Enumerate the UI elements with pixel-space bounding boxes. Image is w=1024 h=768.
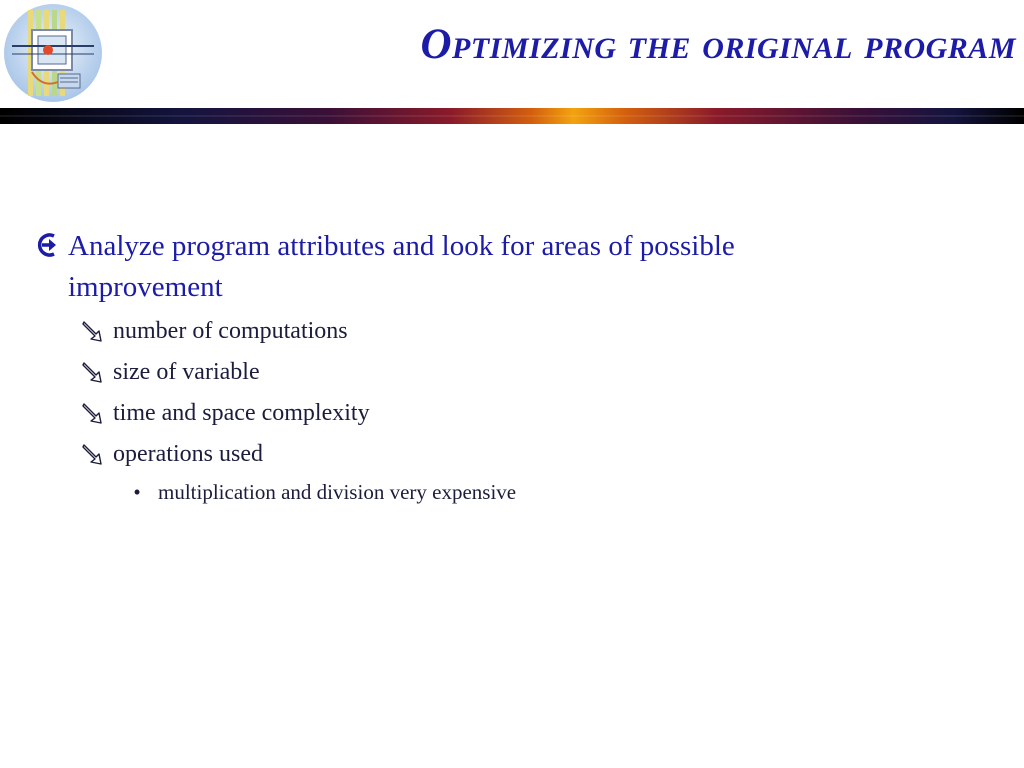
title-divider <box>0 108 1024 124</box>
hollow-arrow-icon <box>80 403 104 425</box>
logo <box>2 2 104 104</box>
bullet-level2 <box>80 316 680 346</box>
bullet-dot: • <box>133 480 141 504</box>
bullet-level1-text: Analyze program attributes and look for areas of possible improvement <box>68 230 735 303</box>
hollow-arrow-icon <box>80 444 104 466</box>
bullet-level2 <box>80 357 680 387</box>
hollow-arrow-icon <box>80 321 104 343</box>
bullet-level3 <box>130 479 730 505</box>
bullet-level2-text: number of computations <box>113 318 348 344</box>
hollow-arrow-icon <box>80 362 104 384</box>
bullet-level2-text: size of variable <box>113 359 260 385</box>
bullet-level1 <box>34 226 894 308</box>
bullet-level2-text: operations used <box>113 441 263 467</box>
bullet-level2-text: time and space complexity <box>113 400 370 426</box>
circled-arrow-icon <box>34 230 60 260</box>
slide-title: Optimizing the original program <box>420 21 1016 68</box>
bullet-level2 <box>80 439 680 469</box>
bullet-level2 <box>80 398 680 428</box>
logo-graphic <box>2 2 104 104</box>
bullet-level3-text: multiplication and division very expensive <box>158 480 517 504</box>
